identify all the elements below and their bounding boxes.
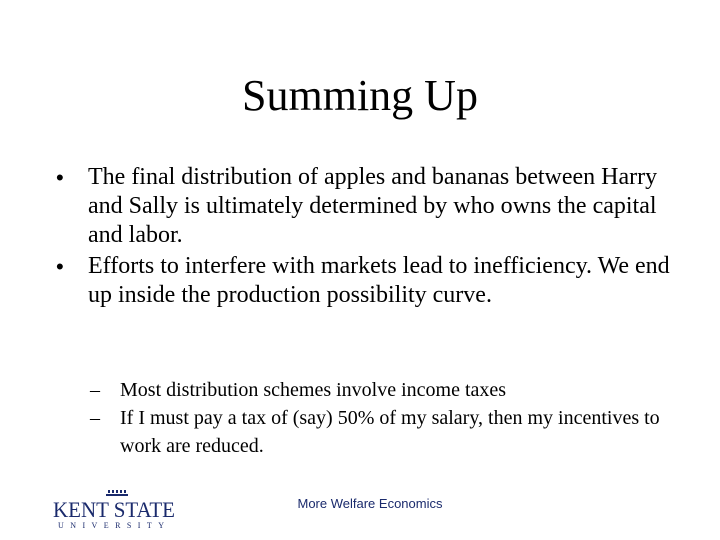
sub-bullet-text: Most distribution schemes involve income taxes — [120, 379, 507, 401]
sub-bullet-marker: – — [90, 379, 100, 401]
sub-bullet-list — [90, 376, 690, 460]
sub-bullet-marker: – — [90, 407, 100, 429]
logo-name: KENT STATE — [53, 497, 175, 522]
bullet-marker: • — [56, 165, 64, 190]
slide-title: Summing Up — [242, 71, 478, 120]
bullet-text: The final distribution of apples and bananas between Harry and Sally is ultimately determined by who owns the capital and labor. — [88, 164, 658, 248]
logo-subtext: UNIVERSITY — [58, 521, 170, 530]
footer-text: More Welfare Economics — [297, 496, 443, 511]
sub-bullet-item — [90, 376, 690, 404]
bullet-list — [56, 163, 696, 312]
bullet-text: Efforts to interfere with markets lead to inefficiency. We end up inside the production possibility curve. — [88, 253, 670, 308]
kent-state-logo — [52, 490, 176, 530]
bullet-item — [56, 252, 696, 310]
torch-icon — [106, 490, 128, 496]
sub-bullet-item — [90, 404, 690, 460]
sub-bullet-text: If I must pay a tax of (say) 50% of my salary, then my incentives to work are reduced. — [120, 407, 660, 457]
bullet-item — [56, 163, 696, 250]
bullet-marker: • — [56, 254, 64, 279]
